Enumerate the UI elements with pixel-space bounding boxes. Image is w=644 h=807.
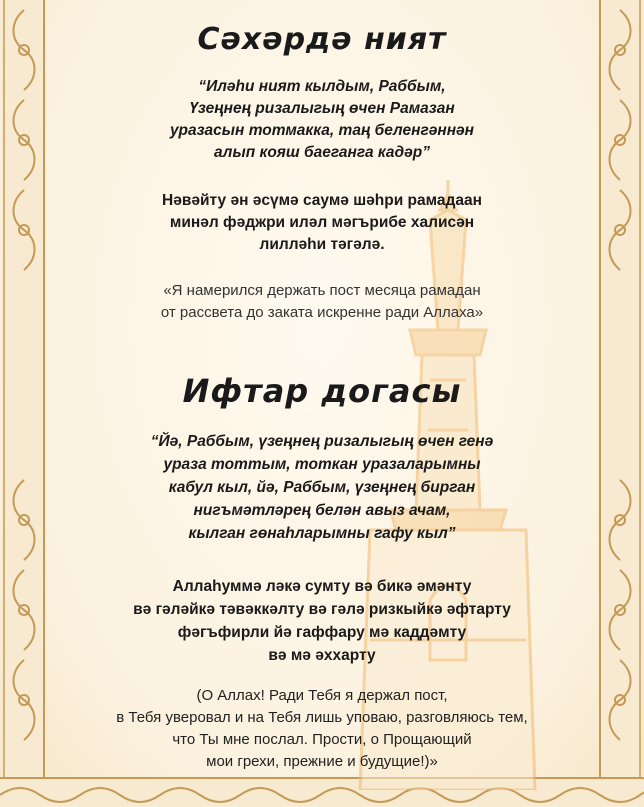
iftar-transliteration — [50, 575, 594, 667]
text-line: вә мә әххарту — [268, 647, 376, 664]
iftar-dua-text — [50, 430, 594, 545]
text-line: “Йә, Раббым, үзеңнең ризалыгың өчен генә — [150, 433, 494, 450]
suhoor-transliteration — [50, 190, 594, 256]
text-line: от рассвета до заката искренне ради Аллаха» — [160, 304, 484, 321]
text-line: что Ты мне послал. Прости, о Прощающий — [172, 731, 472, 748]
suhoor-russian-translation — [50, 280, 594, 324]
text-line: минәл фәджри иләл мәгърибе халисән — [169, 214, 475, 231]
text-line: кылган гөнаһларымны гафу кыл” — [188, 525, 456, 542]
text-line: нигъмәтләрең белән авыз ачам, — [193, 502, 451, 519]
text-line: Нәвәйту ән әсүмә саумә шәһри рамадаан — [162, 192, 482, 209]
text-line: алып кояш баеганга кадәр” — [214, 144, 430, 161]
text-line: (О Аллах! Ради Тебя я держал пост, — [196, 687, 448, 704]
text-line: «Я намерился держать пост месяца рамадан — [163, 282, 481, 299]
suhoor-intention-text — [50, 76, 594, 164]
text-line: Аллаһуммә ләкә сумту вә бикә әмәнту — [172, 578, 472, 595]
text-line: фәгъфирли йә гаффару мә каддәмту — [177, 624, 467, 641]
text-line: Үзеңнең ризалыгың өчен Рамазан — [189, 100, 455, 117]
section-title-suhoor: Сәхәрдә ният — [197, 22, 447, 57]
text-line: уразасын тотмакка, таң беленгәннән — [169, 122, 475, 139]
text-line: лилләһи тәгәлә. — [259, 236, 385, 253]
text-line: вә гәләйкә тәвәккәлту вә гәлә ризкыйкә әфтарту — [133, 601, 511, 618]
text-line: в Тебя уверовал и на Тебя лишь уповаю, разговляюсь тем, — [116, 709, 528, 726]
text-line: мои грехи, прежние и будущие!)» — [206, 753, 438, 770]
iftar-russian-translation — [50, 685, 594, 773]
section-title-iftar: Ифтар догасы — [182, 372, 462, 410]
text-line: ураза тоттым, тоткан уразаларымны — [163, 456, 481, 473]
text-line: “Иләһи ният кылдым, Раббым, — [198, 78, 446, 95]
text-line: кабул кыл, йә, Раббым, үзеңнең бирган — [168, 479, 476, 496]
